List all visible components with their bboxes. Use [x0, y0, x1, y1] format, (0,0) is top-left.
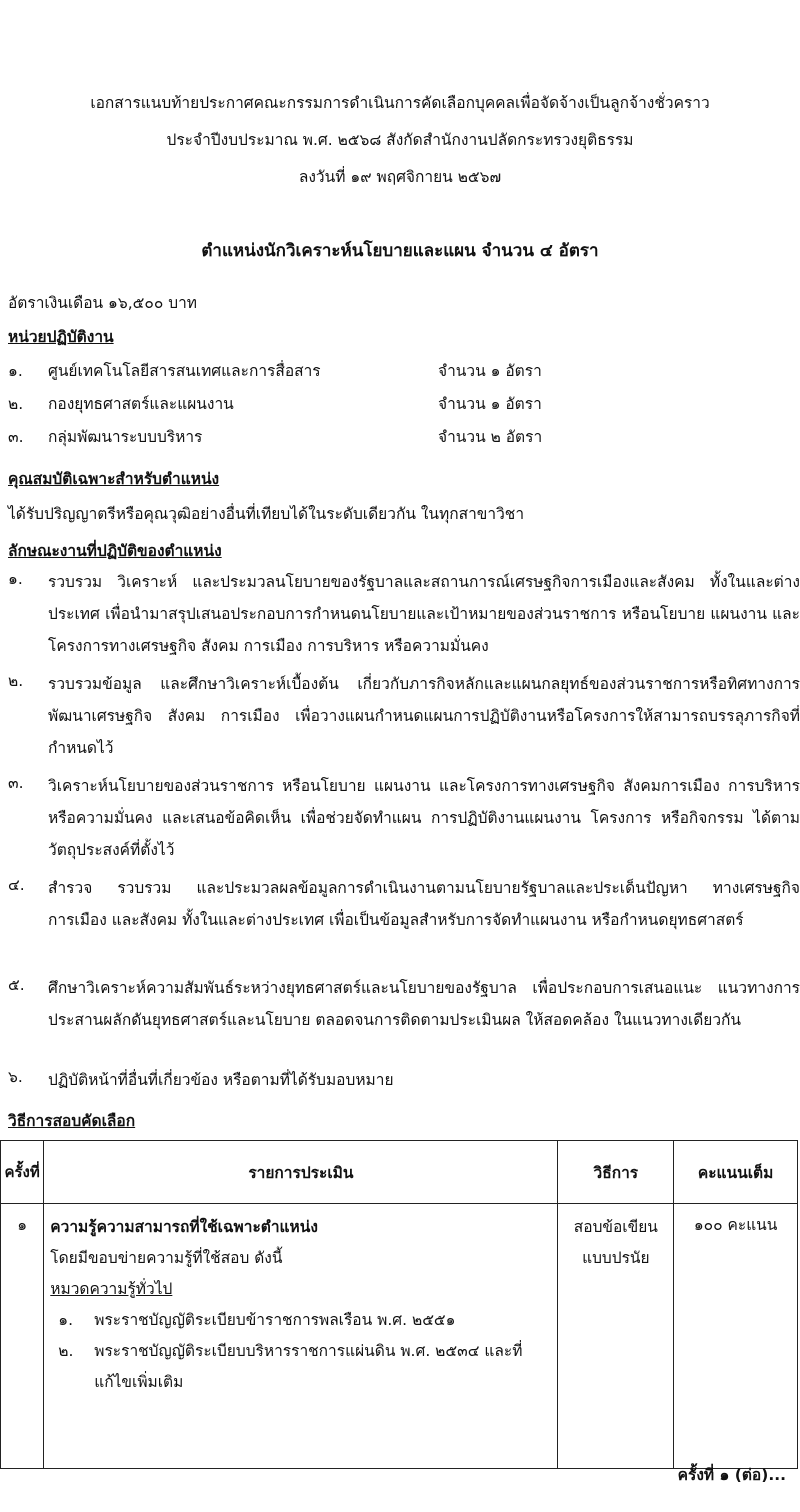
exam-item-category: หมวดความรู้ทั่วไป	[50, 1280, 173, 1298]
duty-text: ปฏิบัติหน้าที่อื่นที่เกี่ยวข้อง หรือตามที่ได้รับมอบหมาย	[48, 1071, 394, 1089]
duty-number: ๓.	[8, 774, 24, 792]
exam-header-row	[1, 1141, 798, 1204]
unit-row	[8, 358, 568, 388]
unit-number: ๒.	[8, 395, 24, 413]
duty-number: ๒.	[8, 672, 24, 690]
col-item: รายการประเมิน	[44, 1141, 558, 1204]
duty-text: วิเคราะห์นโยบายของส่วนราชการ หรือนโยบาย แผนงาน และโครงการทางเศรษฐกิจ สังคมการเมือง การบริหาร หรือความมั่นคง และเสนอข้อคิดเห็น เพื่อช่วยจัดทำแผน การปฏิบัติงานแผนงาน โครงการ หรือกิจกรรม ได้ตามวัตถุประสงค์ที่ตั้งไว้	[48, 777, 800, 859]
col-score: คะแนนเต็ม	[674, 1141, 798, 1204]
exam-round: ๑	[1, 1204, 44, 1469]
exam-score: ๑๐๐ คะแนน	[674, 1204, 798, 1469]
law-item	[50, 1336, 551, 1398]
col-method: วิธีการ	[558, 1141, 674, 1204]
exam-row	[1, 1204, 798, 1469]
law-text: พระราชบัญญัติระเบียบบริหารราชการแผ่นดิน พ.ศ. ๒๕๓๔ และที่แก้ไขเพิ่มเติม	[94, 1342, 523, 1391]
continuation-note: ครั้งที่ ๑ (ต่อ)...	[677, 1466, 786, 1484]
exam-heading: วิธีการสอบคัดเลือก	[8, 1112, 136, 1130]
unit-name: กองยุทธศาสตร์และแผนงาน	[48, 395, 234, 413]
duty-number: ๑.	[8, 570, 23, 588]
header-date: ลงวันที่ ๑๙ พฤศจิกายน ๒๕๖๗	[298, 168, 502, 186]
duty-number: ๔.	[8, 876, 25, 894]
duty-text: ศึกษาวิเคราะห์ความสัมพันธ์ระหว่างยุทธศาสตร์และนโยบายของรัฐบาล เพื่อประกอบการเสนอแนะ แนวทางการประสานผลักดันยุทธศาสตร์และนโยบาย ตลอดจนการติดตามประเมินผล ให้สอดคล้อง ในแนวทางเดียวกัน	[48, 979, 800, 1029]
exam-item-cell	[44, 1204, 558, 1469]
salary: อัตราเงินเดือน ๑๖,๕๐๐ บาท	[8, 294, 198, 312]
duty-text: รวบรวมข้อมูล และศึกษาวิเคราะห์เบื้องต้น เกี่ยวกับภารกิจหลักและแผนกลยุทธ์ของส่วนราชการหรือทิศทางการพัฒนาเศรษฐกิจ สังคม การเมือง เพื่อวางแผนกำหนดแผนการปฏิบัติงานหรือโครงการให้สามารถบรรลุภารกิจที่กำหนดไว้	[48, 675, 800, 757]
qualification-heading: คุณสมบัติเฉพาะสำหรับตำแหน่ง	[8, 470, 220, 488]
header-line-2: ประจำปีงบประมาณ พ.ศ. ๒๕๖๘ สังกัดสำนักงานปลัดกระทรวงยุติธรรม	[166, 131, 634, 149]
law-number: ๒.	[58, 1342, 74, 1360]
law-item	[50, 1305, 551, 1336]
unit-number: ๓.	[8, 428, 24, 446]
qualification-text: ได้รับปริญญาตรีหรือคุณวุฒิอย่างอื่นที่เทียบได้ในระดับเดียวกัน ในทุกสาขาวิชา	[8, 505, 525, 523]
col-round: ครั้งที่	[1, 1141, 44, 1204]
unit-name: ศูนย์เทคโนโลยีสารสนเทศและการสื่อสาร	[48, 362, 321, 380]
position-title: ตำแหน่งนักวิเคราะห์นโยบายและแผน จำนวน ๔ อัตรา	[201, 241, 599, 261]
units-heading: หน่วยปฏิบัติงาน	[8, 328, 114, 346]
unit-name: กลุ่มพัฒนาระบบบริหาร	[48, 428, 203, 446]
unit-count: จำนวน ๑ อัตรา	[438, 362, 542, 380]
unit-row	[8, 391, 568, 421]
exam-table	[0, 1140, 798, 1469]
unit-count: จำนวน ๑ อัตรา	[438, 395, 542, 413]
duty-text: สำรวจ รวบรวม และประมวลผลข้อมูลการดำเนินงานตามนโยบายรัฐบาลและประเด็นปัญหา ทางเศรษฐกิจ การเมือง และสังคม ทั้งในและต่างประเทศ เพื่อเป็นข้อมูลสำหรับการจัดทำแผนงาน หรือกำหนดยุทธศาสตร์	[48, 879, 800, 929]
unit-number: ๑.	[8, 362, 23, 380]
header-line-1: เอกสารแนบท้ายประกาศคณะกรรมการดำเนินการคัดเลือกบุคคลเพื่อจัดจ้างเป็นลูกจ้างชั่วคราว	[90, 94, 710, 112]
exam-item-title: ความรู้ความสามารถที่ใช้เฉพาะตำแหน่ง	[50, 1218, 318, 1236]
duty-number: ๖.	[8, 1068, 23, 1086]
exam-item-scope: โดยมีขอบข่ายความรู้ที่ใช้สอบ ดังนี้	[50, 1249, 283, 1267]
duty-text: รวบรวม วิเคราะห์ และประมวลนโยบายของรัฐบาลและสถานการณ์เศรษฐกิจการเมืองและสังคม ทั้งในและต่างประเทศ เพื่อนำมาสรุปเสนอประกอบการกำหนดนโยบายและเป้าหมายของส่วนราชการ หรือนโยบาย แผนงาน และโครงการทางเศรษฐกิจ สังคม การเมือง การบริหาร หรือความมั่นคง	[48, 573, 800, 655]
duties-heading: ลักษณะงานที่ปฏิบัติของตำแหน่ง	[8, 542, 222, 560]
unit-row	[8, 424, 568, 454]
law-number: ๑.	[58, 1311, 74, 1329]
law-text: พระราชบัญญัติระเบียบข้าราชการพลเรือน พ.ศ. ๒๕๕๑	[94, 1311, 456, 1329]
unit-count: จำนวน ๒ อัตรา	[438, 428, 543, 446]
duty-number: ๕.	[8, 976, 25, 994]
exam-method: สอบข้อเขียน แบบปรนัย	[558, 1204, 674, 1469]
